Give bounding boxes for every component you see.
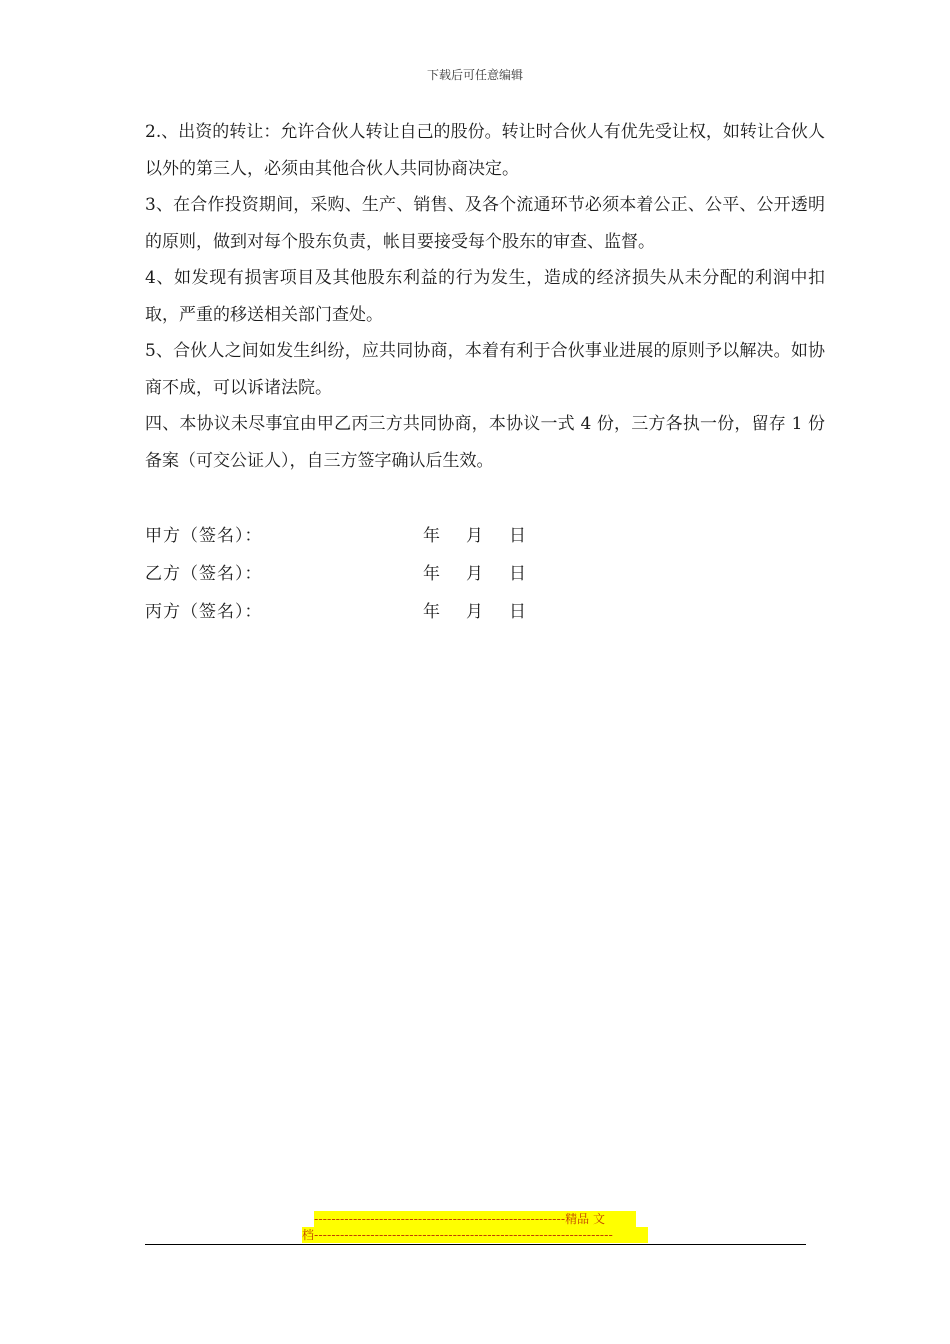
signature-block <box>145 514 645 628</box>
footer-banner-line-1: ----------------------------------------------------------精品 文 <box>314 1211 636 1227</box>
signature-date <box>423 559 552 584</box>
signature-label: 甲方（签名）： <box>145 525 263 546</box>
clause-disputes: 5、合伙人之间如发生纠纷，应共同协商，本着有利于合伙事业进展的原则予以解决。如协商不成，可以诉诸法院。 <box>145 341 825 398</box>
signature-date <box>423 597 552 622</box>
header-note: 下载后可任意编辑 <box>426 68 523 82</box>
footer-banner-line-2: 档--------------------------------------------------------------------- <box>302 1227 648 1243</box>
date-day: 日 <box>509 601 526 622</box>
signature-label: 乙方（签名）： <box>145 563 263 584</box>
date-month: 月 <box>466 563 483 584</box>
clause-final-provisions: 四、本协议未尽事宜由甲乙丙三方共同协商，本协议一式 4 份，三方各执一份，留存 1 份备案（可交公证人），自三方签字确认后生效。 <box>145 414 825 471</box>
signature-row-party-b <box>145 552 645 590</box>
clause-transfer-of-capital: 2.、出资的转让：允许合伙人转让自己的股份。转让时合伙人有优先受让权，如转让合伙人以外的第三人，必须由其他合伙人共同协商决定。 <box>145 122 825 179</box>
signature-row-party-c <box>145 590 645 628</box>
signature-label: 丙方（签名）： <box>145 601 263 622</box>
date-year: 年 <box>423 563 440 584</box>
footer-rule <box>145 1244 806 1245</box>
signature-date <box>423 521 552 546</box>
document-body <box>145 114 825 479</box>
clause-damages: 4、如发现有损害项目及其他股东利益的行为发生，造成的经济损失从未分配的利润中扣取，严重的移送相关部门查处。 <box>145 268 825 325</box>
date-year: 年 <box>423 601 440 622</box>
date-year: 年 <box>423 525 440 546</box>
date-month: 月 <box>466 601 483 622</box>
date-day: 日 <box>509 563 526 584</box>
date-month: 月 <box>466 525 483 546</box>
date-day: 日 <box>509 525 526 546</box>
clause-investment-period: 3、在合作投资期间，采购、生产、销售、及各个流通环节必须本着公正、公平、公开透明的原则，做到对每个股东负责，帐目要接受每个股东的审查、监督。 <box>145 195 825 252</box>
signature-row-party-a <box>145 514 645 552</box>
